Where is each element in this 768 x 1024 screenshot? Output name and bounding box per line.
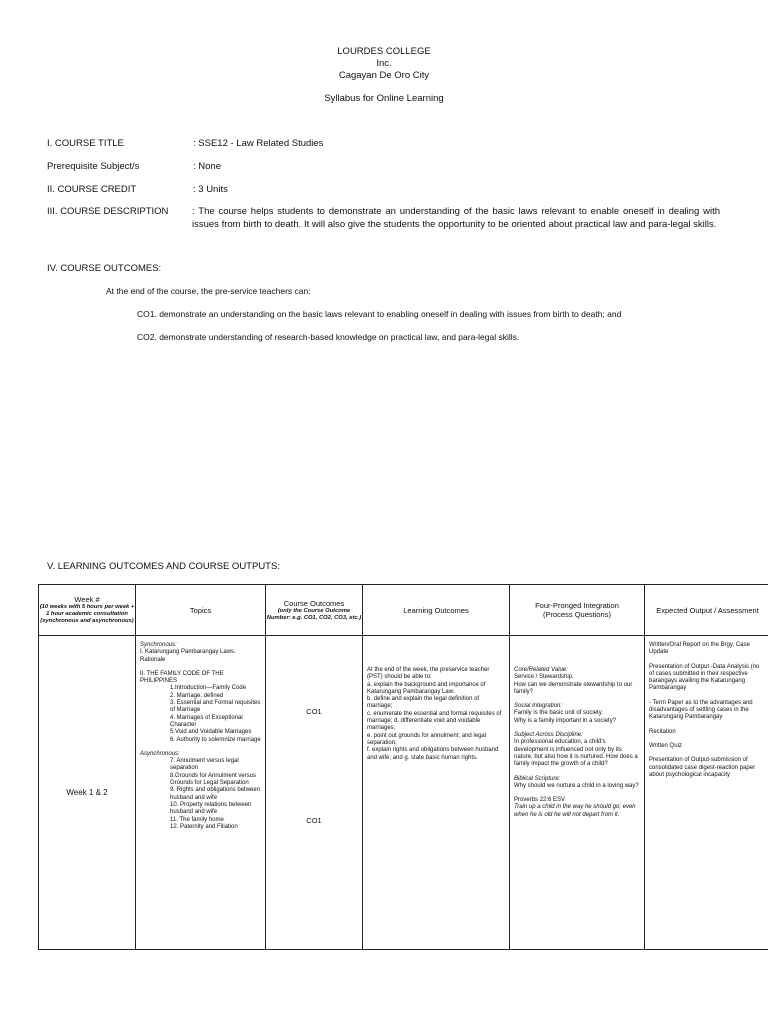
col-week-label: Week # [74,595,100,604]
learning-outcomes-table [38,584,768,950]
prerequisite-label: Prerequisite Subject/s [47,161,140,172]
fp-social-heading: Social Integration: [514,703,563,710]
topic-item: 1.Introduction—Family Code [170,685,247,692]
course-title-value: : SSE12 - Law Related Studies [193,138,324,149]
syllabus-title: Syllabus for Online Learning [324,93,444,104]
course-outcomes-heading: IV. COURSE OUTCOMES: [47,263,162,274]
col-co-label: Course Outcomes [283,598,345,608]
eo-item: - Term Paper as to the advantages and disadvantages of settling cases in the Katarungang Pambarangay [649,699,753,721]
college-inc: Inc. [376,58,392,69]
fp-subject-value: In professional education, a child's development is influenced not only by its nature, but also how it is nurtured. How does a family impact the growth of a child? [514,739,638,768]
col-co-note: (only the Course Outcome Number: e.g. CO1, CO2, CO3, etc.) [266,607,362,621]
eo-item: Presentation of Output-submission of consolidated case digest-reaction paper about psychological incapacity [649,757,756,778]
topics-sync-label: Synchronous: [140,642,177,648]
lo-item: b. define and explain the legal definition of marriage; [367,696,480,710]
lo-item: e. point out grounds for annulment; and legal separation; [367,732,487,746]
course-credit-value: : 3 Units [193,184,228,195]
table-row [39,636,768,950]
lo-item: c. enumerate the essential and formal requisites of marriage; d. differentiate void and voidable marriages; [367,710,502,732]
topic-item: 12. Paternity and Filiation [170,823,238,830]
eo-item: Recitation [649,728,676,735]
learning-outcomes-heading: V. LEARNING OUTCOMES AND COURSE OUTPUTS: [47,561,280,572]
fp-subject-heading: Subject Across Discipline: [514,732,583,739]
col-fp-header [510,585,645,636]
co-ref-sync: CO1 [306,707,322,716]
learning-outcomes-cell [363,636,510,950]
fp-core-heading: Core/Related Value: [514,667,568,673]
topic-item: 3. Essential and Formal requisites of Marriage [170,700,261,714]
fp-scripture-ref: Proverbs 22:6 ESV [514,797,566,804]
course-description-value: : The course helps students to demonstrate an understanding of the basic laws relevant to enable oneself in dealing with issues from birth to death. It will also give the students the opportunity to be oriented about practical law and para-legal skills. [192,206,720,230]
college-name: LOURDES COLLEGE [337,46,431,57]
col-topics-header: Topics [136,585,266,636]
topic-item: 2. Marriage, defined [170,692,224,699]
col-lo-header: Learning Outcomes [363,585,510,636]
col-co-header [266,585,363,636]
col-week-note: (10 weeks with 5 hours per week + 1 hour academic consultation (synchronous and asynchronous) [39,604,135,624]
topics-async-label: Asynchronous: [140,750,180,757]
fp-biblical-question: Why should we nurture a child in a loving way? [514,782,639,789]
topic-item: 10. Property relations between husband and wife [170,801,252,816]
fp-core-question: How can we demonstrate stewardship to our family? [514,681,633,695]
topic-item: II. THE FAMILY CODE OF THE PHILIPPINES [140,670,224,685]
course-credit-label: II. COURSE CREDIT [47,184,137,195]
topic-item: 9. Rights and obligations between husband and wife [170,787,261,801]
fp-core-value: Service / Stewardship. [514,674,574,681]
course-description-label: III. COURSE DESCRIPTION [47,206,169,217]
topic-item: 5.Void and Voidable Marriages [170,729,252,736]
college-city: Cagayan De Oro City [338,70,430,81]
course-outcome-1: CO1. demonstrate an understanding on the basic laws relevant to enabling oneself in dealing with issues from birth to death; and [137,309,622,319]
co-ref-async: CO1 [306,816,322,826]
eo-item: Written Quiz [649,742,682,749]
col-fp-sub: (Process Questions) [543,610,611,619]
course-outcomes-intro: At the end of the course, the pre-service teachers can: [106,286,311,296]
eo-item: Presentation of Output -Data Analysis (no of cases submitted in their respective barangays availing the Katarungang Pambarangay [649,663,760,692]
course-outcome-cell [266,636,363,950]
lo-intro: At the end of the week, the preservice teacher (PST) should be able to: [367,667,490,681]
col-week-header [39,585,136,636]
lo-item: a. explain the background and importance of Katarungang Pambarangay Law; [367,681,486,695]
prerequisite-value: : None [193,161,221,172]
table-header-row [39,585,768,636]
topic-item: 11. The family home [170,816,224,823]
course-title-label: I. COURSE TITLE [47,138,124,149]
topic-item: 8.Grounds for Annulment versus Grounds for Legal Separation [170,772,257,787]
topic-item: 6. Authority to solemnize marriage [170,736,261,743]
topic-item: I. Katarungang Pambarangay Laws. Rationale [140,649,236,663]
course-outcome-2: CO2. demonstrate understanding of research-based knowledge on practical law, and para-legal skills. [137,332,520,342]
topic-item: 7. Annulment versus legal separation [170,758,239,772]
fp-social-question: Why is a family important in a society? [514,717,617,724]
fp-scripture-quote: Train up a child in the way he should go; even when he is old he will not depart from it. [514,804,636,818]
col-eo-header: Expected Output / Assessment [645,585,768,636]
fp-social-value: Family is the basic unit of society. [514,710,603,717]
eo-item: Written/Oral Report on the Brgy. Case Update [649,642,750,656]
week-cell: Week 1 & 2 [39,636,136,950]
lo-item: f. explain rights and obligations between husband and wife; and g. state basic human rights. [367,747,499,761]
topics-cell [136,636,266,950]
col-fp-label: Four-Pronged Integration [535,601,619,610]
four-pronged-cell [510,636,645,950]
topic-item: 4. Marriages of Exceptional Character [170,714,243,728]
expected-output-cell [645,636,768,950]
fp-biblical-heading: Biblical Scripture: [514,775,561,782]
